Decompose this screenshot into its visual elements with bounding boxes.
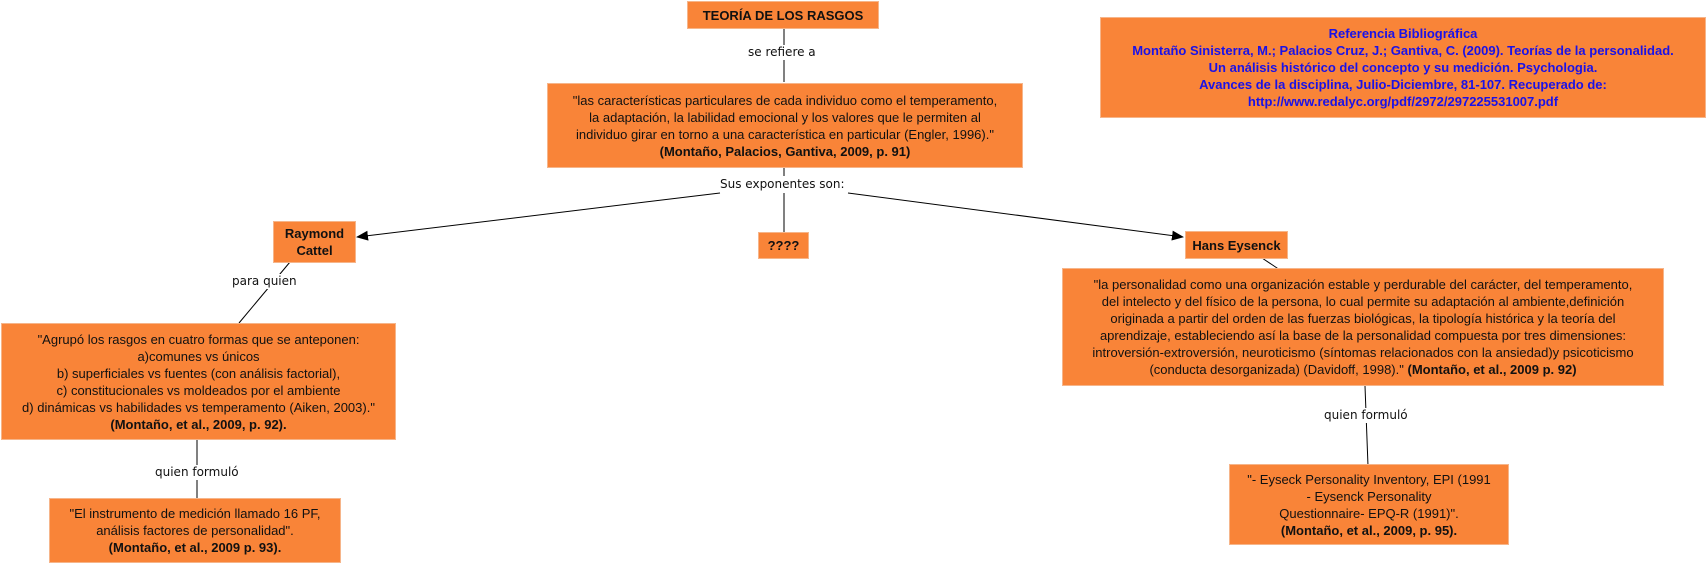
eysenck-instrument-line: "- Eyseck Personality Inventory, EPI (1991: [1247, 471, 1491, 487]
unknown-node[interactable]: [758, 232, 809, 259]
cattel-description-line: b) superficiales vs fuentes (con análisis factorial),: [56, 365, 341, 381]
cattel-description-citation: (Montaño, et al., 2009, p. 92).: [110, 416, 287, 432]
cattel-instrument-citation: (Montaño, et al., 2009 p. 93).: [108, 540, 282, 555]
raymond-line: Raymond: [284, 226, 345, 241]
reference-line: Un análisis histórico del concepto y su medición. Psychologia.: [1208, 60, 1598, 75]
hans-text: Hans Eysenck: [1192, 237, 1281, 253]
title-node[interactable]: [687, 1, 879, 29]
cattel-description-line: c) constitucionales vs moldeados por el ambiente: [56, 382, 341, 398]
cattel-instrument-line: análisis factores de personalidad".: [96, 523, 294, 538]
eysenck-description-line: "la personalidad como una organización estable y perdurable del carácter, del temperamento,: [1093, 277, 1633, 292]
edge-label-for-whom: para quien: [232, 274, 297, 288]
cattel-description-line: "Agrupó los rasgos en cuatro formas que se anteponen:: [37, 331, 360, 347]
reference-line: Montaño Sinisterra, M.; Palacios Cruz, J.; Gantiva, C. (2009). Teorías de la personalidad.: [1132, 43, 1674, 58]
title-text: TEORÍA DE LOS RASGOS: [702, 7, 864, 23]
raymond-line: Cattel: [296, 243, 333, 258]
edge-exponents-raymond: [357, 193, 720, 237]
reference-line: Avances de la disciplina, Julio-Diciembre, 81-107. Recuperado de:: [1199, 77, 1607, 92]
edge-eysenck-desc-instrument: [1365, 386, 1368, 466]
edge-label-refers-to: se refiere a: [748, 45, 816, 59]
hans-eysenck-node[interactable]: [1185, 231, 1288, 259]
definition-node[interactable]: [547, 83, 1023, 168]
definition-line: la adaptación, la labilidad emocional y los valores que le permiten al: [589, 109, 981, 125]
definition-citation: (Montaño, Palacios, Gantiva, 2009, p. 91): [659, 143, 911, 159]
cattel-description-line: d) dinámicas vs habilidades vs temperamento (Aiken, 2003).": [22, 399, 375, 415]
definition-line: individuo girar en torno a una característica en particular (Engler, 1996).": [576, 126, 994, 142]
reference-url[interactable]: http://www.redalyc.org/pdf/2972/297225531007.pdf: [1247, 94, 1559, 109]
raymond-cattel-node[interactable]: [273, 221, 356, 263]
eysenck-instrument-node[interactable]: [1229, 464, 1509, 545]
cattel-instrument-node[interactable]: [49, 498, 341, 563]
eysenck-description-citation: (Montaño, et al., 2009 p. 92): [1407, 362, 1577, 377]
cattel-description-line: a)comunes vs únicos: [137, 348, 260, 364]
eysenck-instrument-citation: (Montaño, et al., 2009, p. 95).: [1280, 522, 1458, 538]
eysenck-description-line: del intelecto y del físico de la persona, lo cual permite su adaptación al ambiente,definición: [1101, 294, 1625, 309]
definition-line: "las características particulares de cada individuo como el temperamento,: [572, 92, 998, 108]
unknown-text: ????: [767, 238, 800, 253]
edge-raymond-cattel-desc: [239, 262, 290, 323]
cattel-description-node[interactable]: [1, 323, 396, 440]
edge-label-who-formulated-right: quien formuló: [1324, 408, 1408, 422]
edge-exponents-hans: [848, 193, 1183, 237]
edge-label-exponents: Sus exponentes son:: [720, 177, 845, 191]
reference-heading: Referencia Bibliográfica: [1328, 26, 1478, 41]
eysenck-description-line-last: [1149, 361, 1576, 378]
eysenck-description-line: introversión-extroversión, neuroticismo (síntomas relacionados con la ansiedad)y psicoticismo: [1092, 345, 1634, 360]
eysenck-instrument-line: Questionnaire- EPQ-R (1991)".: [1279, 505, 1459, 521]
eysenck-description-line: originada a partir del orden de las fuerzas biológicas, la tipología histórica y la teoría del: [1110, 311, 1616, 326]
cattel-instrument-line: "El instrumento de medición llamado 16 PF,: [69, 506, 321, 521]
edge-label-who-formulated-left: quien formuló: [155, 465, 239, 479]
eysenck-description-node[interactable]: [1062, 268, 1664, 386]
reference-node[interactable]: [1100, 17, 1706, 118]
eysenck-description-line: (conducta desorganizada) (Davidoff, 1998).": [1149, 362, 1404, 377]
eysenck-description-line: aprendizaje, estableciendo así la base de la personalidad compuesta por tres dimensiones:: [1099, 328, 1627, 343]
eysenck-instrument-line: - Eysenck Personality: [1306, 488, 1432, 504]
